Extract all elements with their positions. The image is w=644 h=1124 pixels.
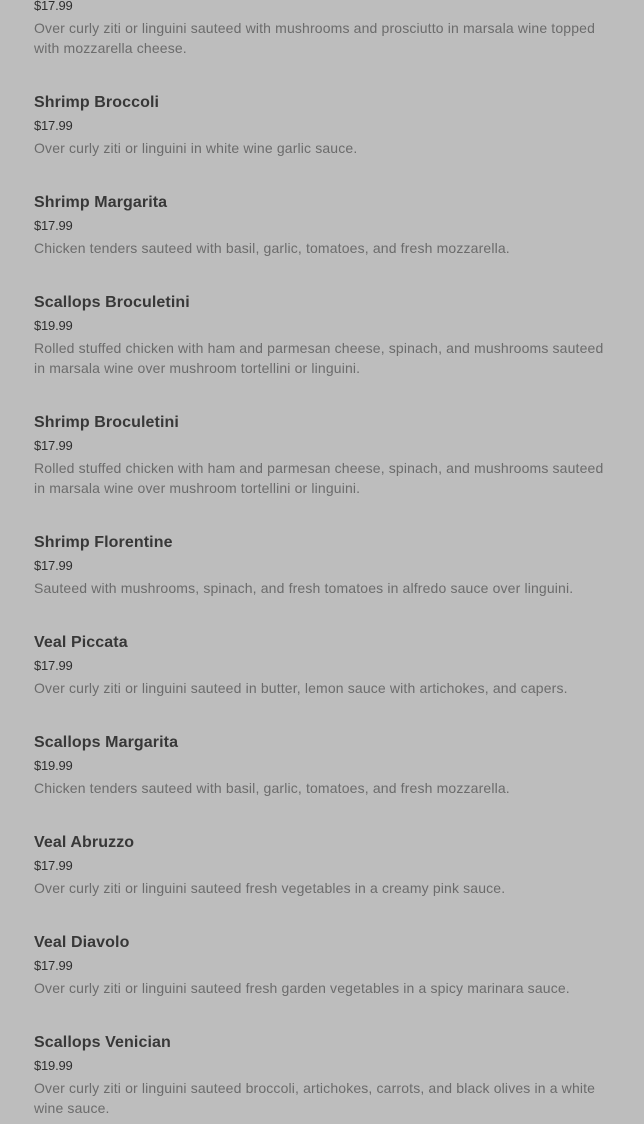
menu-item-name: Veal Diavolo (34, 934, 130, 951)
menu-item (34, 533, 614, 598)
menu-item (34, 833, 614, 898)
menu-item-name: Shrimp Broculetini (34, 414, 179, 431)
menu-item-name: Shrimp Broccoli (34, 94, 160, 111)
menu-item (34, 293, 614, 378)
menu-item-description: Rolled stuffed chicken with ham and parmesan cheese, spinach, and mushrooms sauteed in marsala wine over mushroom tortellini or linguini. (34, 340, 604, 376)
menu-item (34, 1033, 614, 1118)
menu-item-name: Scallops Broculetini (34, 294, 190, 311)
menu-item-description: Over curly ziti or linguini sauteed fresh garden vegetables in a spicy marinara sauce. (34, 980, 570, 996)
menu-item (34, 733, 614, 798)
menu-item-price: $17.99 (34, 218, 73, 233)
menu-item-price: $17.99 (34, 658, 73, 673)
menu-item-price: $19.99 (34, 318, 73, 333)
menu-item-name: Veal Piccata (34, 634, 128, 651)
menu-item-description: Over curly ziti or linguini sauteed in butter, lemon sauce with artichokes, and capers. (34, 680, 568, 696)
menu-item-description: Over curly ziti or linguini sauteed broccoli, artichokes, carrots, and black olives in a white wine sauce. (34, 1080, 596, 1116)
menu-item-partial (34, 0, 614, 58)
menu-item (34, 93, 614, 158)
menu-item (34, 413, 614, 498)
menu-item-price: $17.99 (34, 858, 73, 873)
menu-item-description: Rolled stuffed chicken with ham and parmesan cheese, spinach, and mushrooms sauteed in marsala wine over mushroom tortellini or linguini. (34, 460, 604, 496)
menu-item-description: Over curly ziti or linguini sauteed with mushrooms and prosciutto in marsala wine topped with mozzarella cheese. (34, 20, 596, 56)
menu-item-description: Chicken tenders sauteed with basil, garlic, tomatoes, and fresh mozzarella. (34, 780, 510, 796)
menu-item-price: $19.99 (34, 1058, 73, 1073)
menu-item-price: $19.99 (34, 758, 73, 773)
menu-item-description: Chicken tenders sauteed with basil, garlic, tomatoes, and fresh mozzarella. (34, 240, 510, 256)
menu-item-description: Sauteed with mushrooms, spinach, and fresh tomatoes in alfredo sauce over linguini. (34, 580, 574, 596)
menu-item-description: Over curly ziti or linguini in white wine garlic sauce. (34, 140, 358, 156)
menu-item-price: $17.99 (34, 0, 73, 13)
menu-item-name: Shrimp Florentine (34, 534, 173, 551)
menu-item (34, 193, 614, 258)
menu-item-price: $17.99 (34, 558, 73, 573)
menu-item-name: Veal Abruzzo (34, 834, 135, 851)
menu-item-description: Over curly ziti or linguini sauteed fresh vegetables in a creamy pink sauce. (34, 880, 506, 896)
menu-item (34, 633, 614, 698)
menu-item-name: Shrimp Margarita (34, 194, 168, 211)
menu-item-name: Scallops Margarita (34, 734, 179, 751)
menu-item-name: Scallops Venician (34, 1034, 171, 1051)
menu-item-price: $17.99 (34, 958, 73, 973)
menu-item-price: $17.99 (34, 438, 73, 453)
menu-item-price: $17.99 (34, 118, 73, 133)
menu-item (34, 933, 614, 998)
